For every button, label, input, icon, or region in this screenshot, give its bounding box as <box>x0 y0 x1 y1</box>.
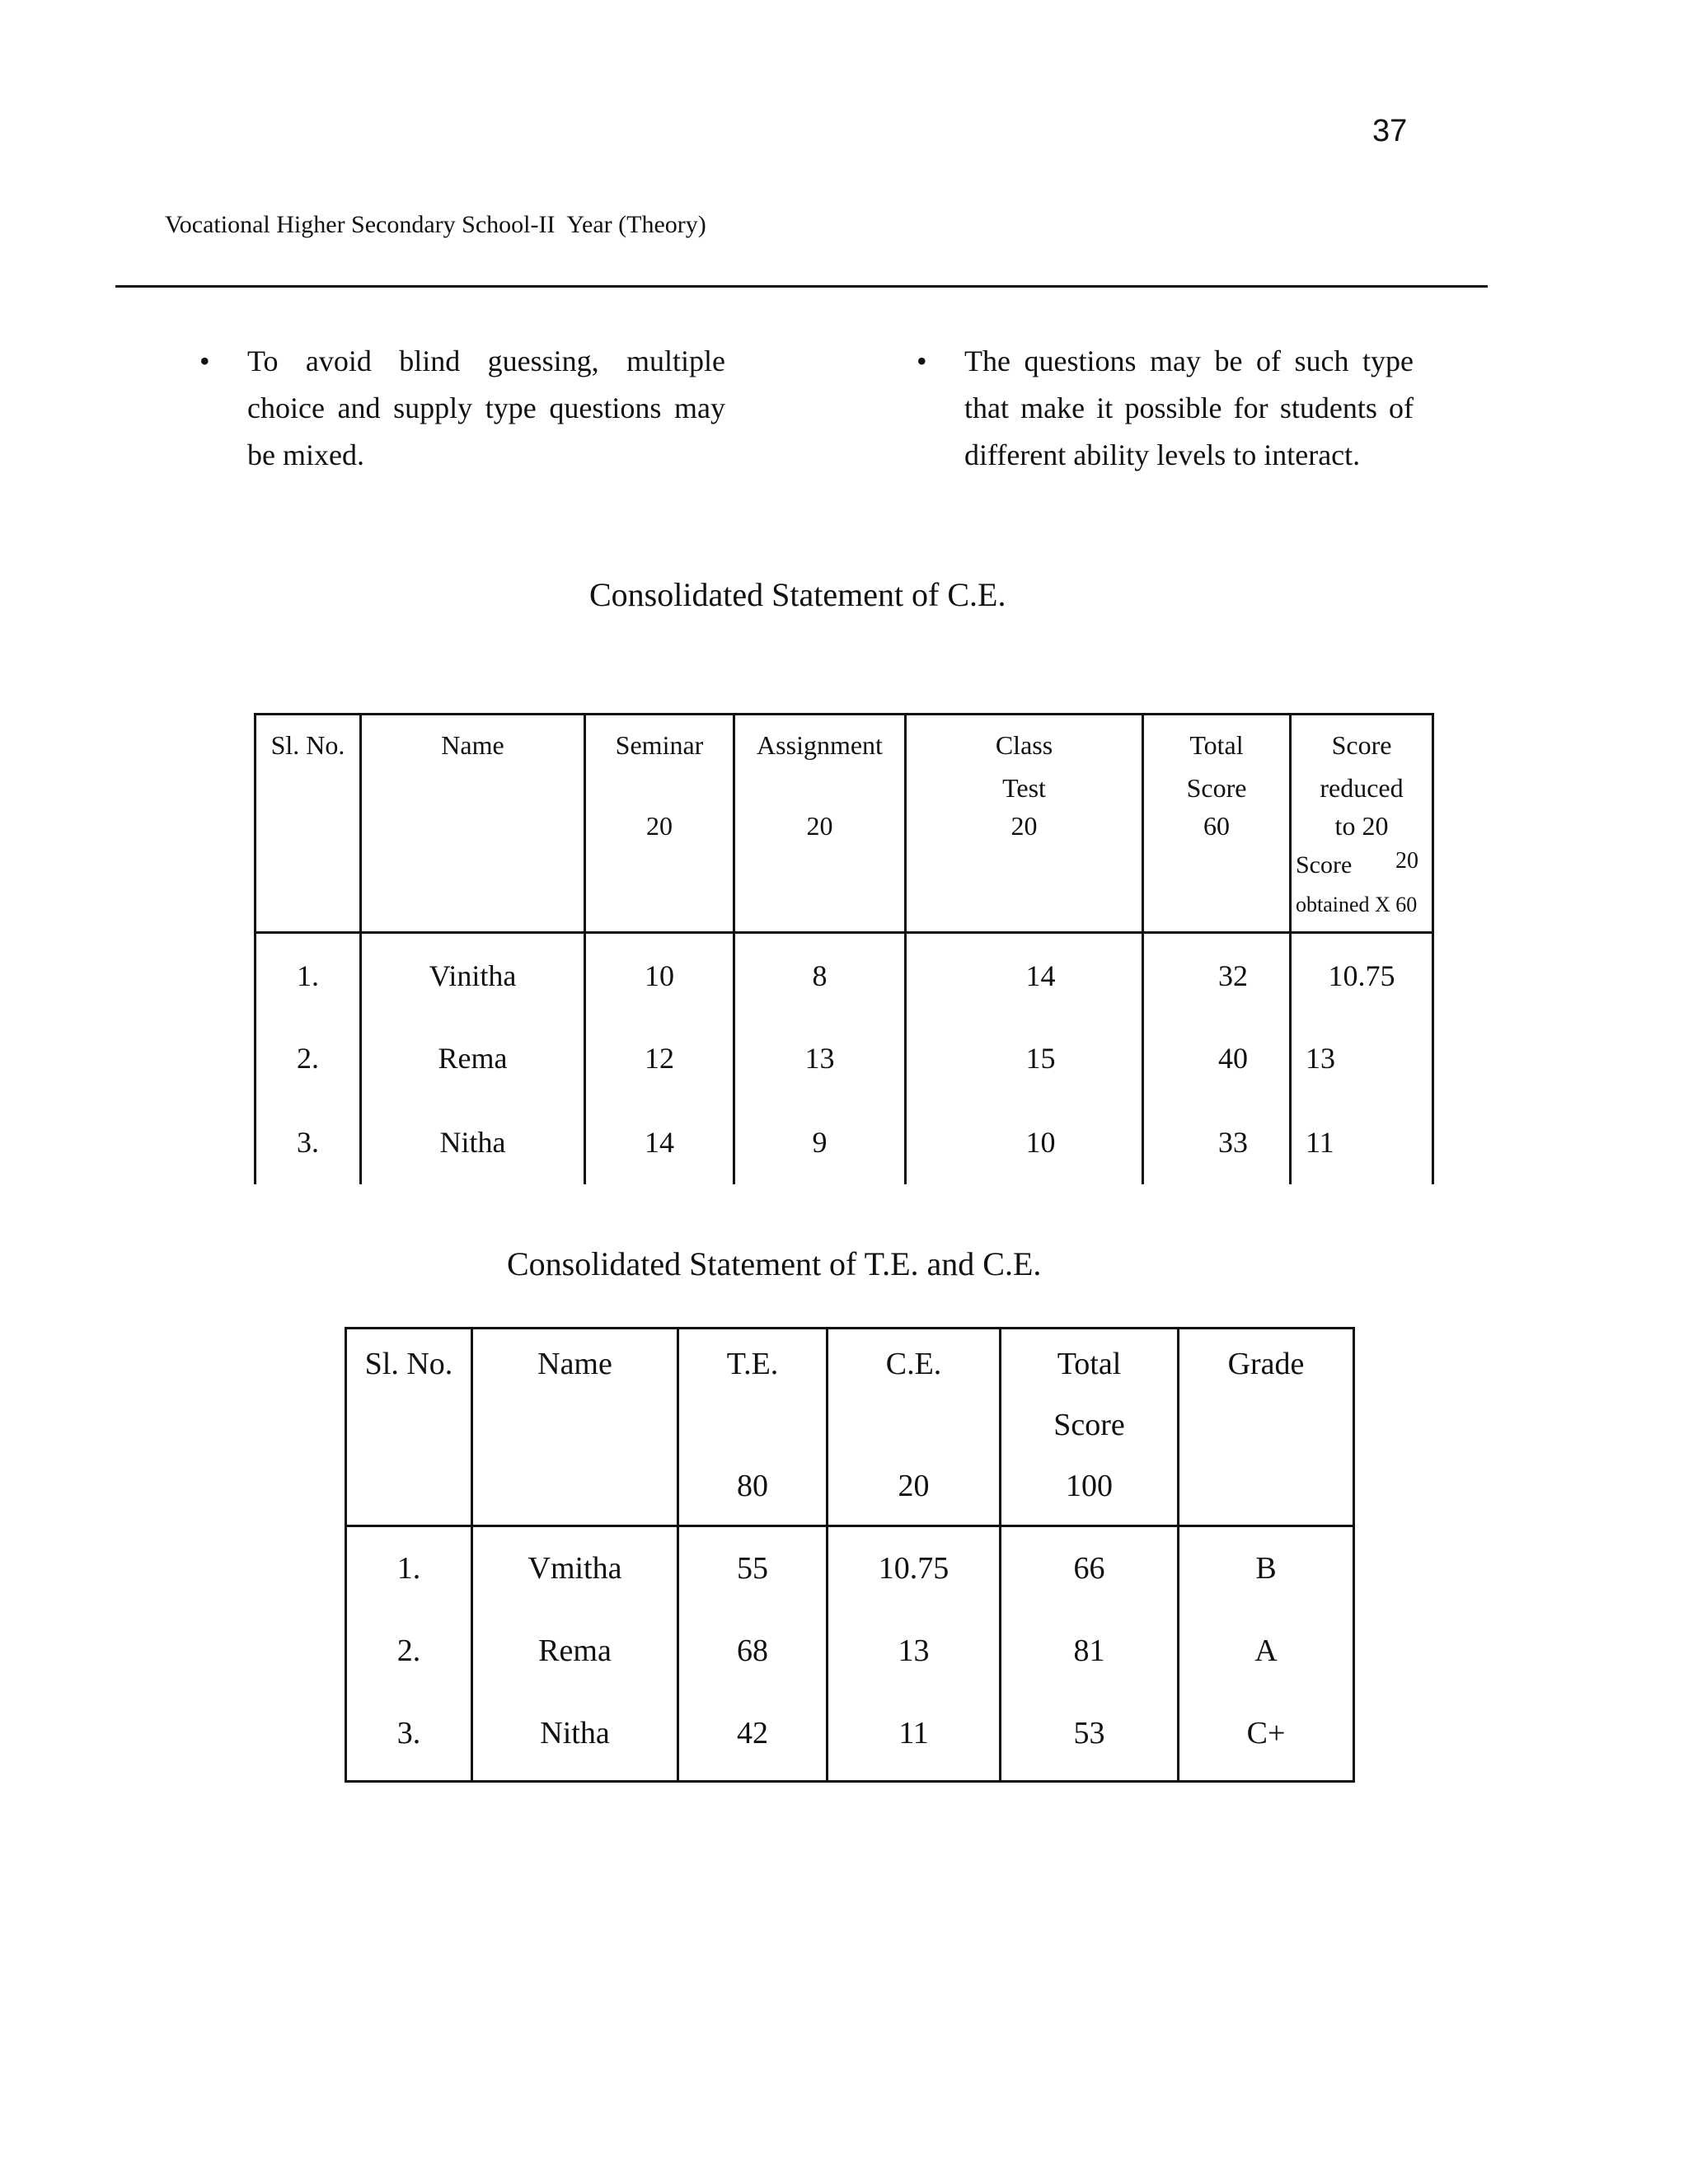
header-ce-max: 20 <box>898 1469 930 1503</box>
table-cell: 42 <box>737 1716 768 1750</box>
table-cell: 3. <box>297 1126 319 1159</box>
header-grade: Grade <box>1227 1347 1305 1381</box>
header-reduced: to 20 <box>1334 811 1389 841</box>
column-line <box>254 713 256 1184</box>
bullet-icon: • <box>199 344 210 377</box>
bullet-icon: • <box>917 344 927 377</box>
header-seminar-max: 20 <box>646 811 673 841</box>
table-cell: 55 <box>737 1551 768 1586</box>
table-cell: 33 <box>1218 1126 1248 1159</box>
bullet-item <box>917 338 1414 479</box>
table-cell: 14 <box>1025 959 1056 992</box>
table-cell: 10 <box>1025 1126 1056 1159</box>
header-total: Total <box>1189 730 1244 760</box>
table-cell: 10.75 <box>878 1551 950 1586</box>
header-total: Score <box>1053 1408 1125 1442</box>
header-name: Name <box>537 1347 612 1381</box>
table-cell: 13 <box>1306 1042 1335 1075</box>
bullet-text: The questions may be of such type that make it possible for students of different ability levels to interact. <box>964 344 1414 471</box>
table-cell: A <box>1254 1633 1278 1668</box>
bullet-text: To avoid blind guessing, multiple choice and supply type questions may be mixed. <box>247 344 725 471</box>
table-cell: 15 <box>1025 1042 1056 1075</box>
table-cell: Rema <box>438 1042 508 1075</box>
header-divider <box>347 1525 1353 1527</box>
table-cell: 2. <box>297 1042 319 1075</box>
table1-title: Consolidated Statement of C.E. <box>589 576 1006 613</box>
table-cell: Nitha <box>540 1716 610 1750</box>
table-cell: 11 <box>1306 1126 1334 1159</box>
header-assignment-max: 20 <box>806 811 833 841</box>
table-cell: 10.75 <box>1328 959 1395 992</box>
header-reduced: reduced <box>1320 773 1404 803</box>
bullet-item <box>199 338 725 479</box>
te-ce-table <box>345 1327 1355 1783</box>
header-class-test: Test <box>1002 773 1046 803</box>
table-cell: Nitha <box>439 1126 506 1159</box>
table-cell: 8 <box>812 959 828 992</box>
table-cell: 13 <box>804 1042 835 1075</box>
table-cell: C+ <box>1246 1716 1286 1750</box>
header-rule <box>115 285 1488 288</box>
header-reduced: Score <box>1331 730 1392 760</box>
table-cell: 12 <box>645 1042 674 1075</box>
table-cell: 81 <box>1073 1633 1105 1668</box>
header-class-test-max: 20 <box>1010 811 1038 841</box>
table-cell: 3. <box>396 1716 421 1750</box>
table-cell: 13 <box>898 1633 930 1668</box>
table-cell: 10 <box>645 959 674 992</box>
formula-score: Score <box>1296 851 1353 879</box>
running-head: Vocational Higher Secondary School-II Year (Theory) <box>165 211 706 238</box>
table-cell: Rema <box>538 1633 612 1668</box>
table-cell: 14 <box>645 1126 674 1159</box>
table-cell: 1. <box>297 959 319 992</box>
header-te-max: 80 <box>737 1469 768 1503</box>
column-line <box>1432 713 1434 1184</box>
header-total: Score <box>1186 773 1247 803</box>
table-cell: 68 <box>737 1633 768 1668</box>
header-seminar: Seminar <box>615 730 704 760</box>
header-divider <box>254 931 1434 934</box>
table-cell: 11 <box>898 1716 929 1750</box>
table-cell: 40 <box>1218 1042 1248 1075</box>
header-te: T.E. <box>726 1347 779 1381</box>
header-assignment: Assignment <box>757 730 883 760</box>
header-total-max: 100 <box>1066 1469 1113 1503</box>
formula-obtained: obtained X 60 <box>1296 893 1418 916</box>
table-cell: 32 <box>1218 959 1248 992</box>
header-ce: C.E. <box>885 1347 942 1381</box>
column-line <box>584 713 586 1184</box>
table-border <box>254 713 1434 715</box>
header-class-test: Class <box>995 730 1053 760</box>
table-cell: 66 <box>1073 1551 1105 1586</box>
page-number: 37 <box>1372 114 1408 148</box>
formula-numerator: 20 <box>1395 848 1418 874</box>
ce-table <box>254 713 1434 1184</box>
table-cell: 9 <box>812 1126 828 1159</box>
table-cell: Vmitha <box>528 1551 622 1586</box>
table-cell: 2. <box>396 1633 421 1668</box>
column-line <box>733 713 735 1184</box>
header-sl: Sl. No. <box>270 730 345 760</box>
header-name: Name <box>441 730 504 760</box>
header-total-max: 60 <box>1203 811 1230 841</box>
header-total: Total <box>1057 1347 1122 1381</box>
table-cell: B <box>1255 1551 1277 1586</box>
table-cell: 1. <box>396 1551 421 1586</box>
table-cell: Vinitha <box>429 959 517 992</box>
table2-title: Consolidated Statement of T.E. and C.E. <box>507 1245 1042 1282</box>
header-sl: Sl. No. <box>364 1347 453 1381</box>
column-line <box>359 713 362 1184</box>
table-cell: 53 <box>1073 1716 1105 1750</box>
